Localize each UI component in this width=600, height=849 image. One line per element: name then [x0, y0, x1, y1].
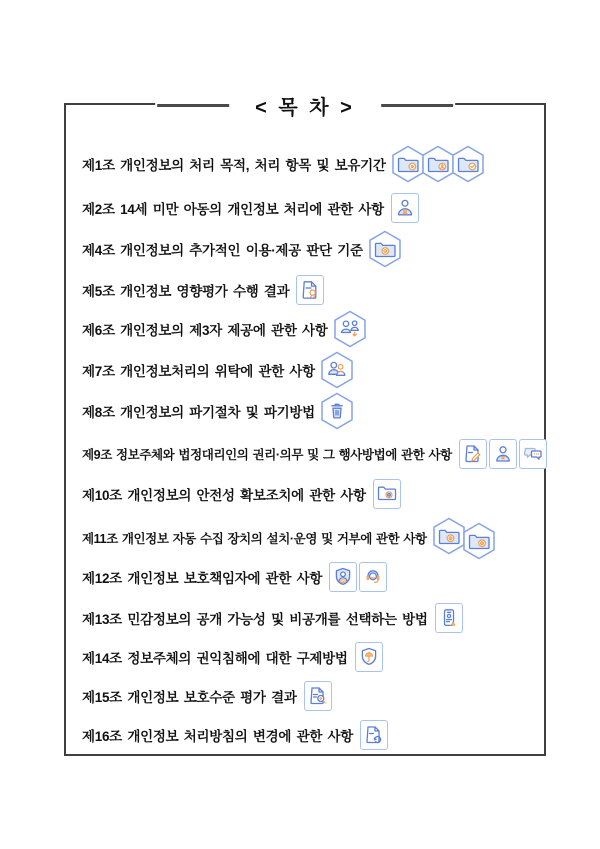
folder-eye-icon	[373, 479, 401, 509]
toc-item-icons	[433, 603, 463, 633]
document-search-icon	[304, 681, 332, 711]
toc-item-label: 제13조 민감정보의 공개 가능성 및 비공개를 선택하는 방법	[82, 612, 428, 627]
toc-item-icons	[457, 439, 547, 469]
hexagon-folder-user-icon	[421, 145, 455, 183]
page-title: < 목 차 >	[255, 96, 355, 119]
child-user-icon	[391, 193, 419, 223]
toc-item-label: 제14조 정보주체의 권익침해에 대한 구제방법	[82, 651, 348, 666]
toc-item-13	[82, 638, 540, 676]
toc-item-label: 제16조 개인정보 처리방침의 변경에 관한 사항	[82, 729, 354, 744]
svg-text:CPO: CPO	[340, 579, 346, 583]
toc-item-8	[82, 435, 540, 473]
hexagon-folder-gear-icon	[391, 145, 425, 183]
hexagon-users-consign-icon	[320, 351, 354, 389]
hexagon-folder-check-icon	[451, 145, 485, 183]
toc-box	[64, 96, 546, 756]
toc-item-label: 제9조 정보주체와 법정대리인의 권리·의무 및 그 행사방법에 관한 사항	[82, 448, 452, 462]
toc-item-label: 제6조 개인정보의 제3자 제공에 관한 사항	[82, 323, 328, 338]
title-left-rule	[157, 104, 229, 107]
toc-item-icons	[358, 720, 388, 750]
hexagon-folder-record-icon	[432, 517, 466, 555]
toc-item-icons	[320, 392, 354, 430]
document-refresh-icon	[360, 720, 388, 750]
shield-umbrella-icon	[355, 642, 383, 672]
toc-item-11	[82, 558, 540, 596]
hexagon-folder-record-icon	[462, 522, 496, 560]
cpo-shield-icon	[329, 562, 357, 592]
toc-item-label: 제12조 개인정보 보호책임자에 관한 사항	[82, 571, 323, 586]
toc-item-label: 제15조 개인정보 보호수준 평가 결과	[82, 690, 297, 705]
toc-item-5	[82, 310, 540, 348]
toc-item-icons	[327, 562, 387, 592]
toc-item-icons	[432, 519, 496, 557]
mobile-privacy-icon	[435, 603, 463, 633]
hexagon-users-transfer-icon	[333, 310, 367, 348]
toc-item-label: 제10조 개인정보의 안전성 확보조치에 관한 사항	[82, 488, 366, 503]
toc-title-wrap	[155, 90, 455, 120]
toc-item-6	[82, 351, 540, 389]
toc-item-9	[82, 475, 540, 513]
toc-item-icons	[294, 275, 324, 305]
toc-item-label: 제2조 14세 미만 아동의 개인정보 처리에 관한 사항	[82, 202, 384, 217]
hexagon-trash-icon	[320, 392, 354, 430]
toc-item-icons	[368, 230, 402, 268]
toc-item-label: 제4조 개인정보의 추가적인 이용·제공 판단 기준	[82, 243, 363, 258]
toc-item-icons	[320, 351, 354, 389]
toc-item-2	[82, 189, 540, 227]
toc-item-7	[82, 392, 540, 430]
toc-item-label: 제7조 개인정보처리의 위탁에 관한 사항	[82, 364, 315, 379]
user-icon	[489, 439, 517, 469]
toc-item-12	[82, 599, 540, 637]
toc-item-15	[82, 716, 540, 754]
toc-item-icons	[371, 479, 401, 509]
toc-item-label: 제1조 개인정보의 처리 목적, 처리 항목 및 보유기간	[82, 158, 386, 173]
hexagon-folder-icon	[368, 230, 402, 268]
toc-item-icons	[333, 310, 367, 348]
document-seal-icon	[296, 275, 324, 305]
toc-item-4	[82, 271, 540, 309]
toc-item-icons	[353, 642, 383, 672]
toc-item-label: 제11조 개인정보 자동 수집 장치의 설치·운영 및 거부에 관한 사항	[82, 532, 427, 546]
support-headset-icon	[359, 562, 387, 592]
toc-item-label: 제5조 개인정보 영향평가 수행 결과	[82, 284, 290, 299]
document-pen-icon	[459, 439, 487, 469]
chat-icon	[519, 439, 547, 469]
toc-item-14	[82, 677, 540, 715]
toc-item-1	[82, 145, 540, 183]
title-right-rule	[381, 104, 453, 107]
toc-item-label: 제8조 개인정보의 파기절차 및 파기방법	[82, 405, 315, 420]
toc-item-icons	[391, 145, 485, 183]
toc-item-icons	[302, 681, 332, 711]
toc-item-3	[82, 230, 540, 268]
toc-item-icons	[389, 193, 419, 223]
toc-item-10	[82, 519, 540, 557]
